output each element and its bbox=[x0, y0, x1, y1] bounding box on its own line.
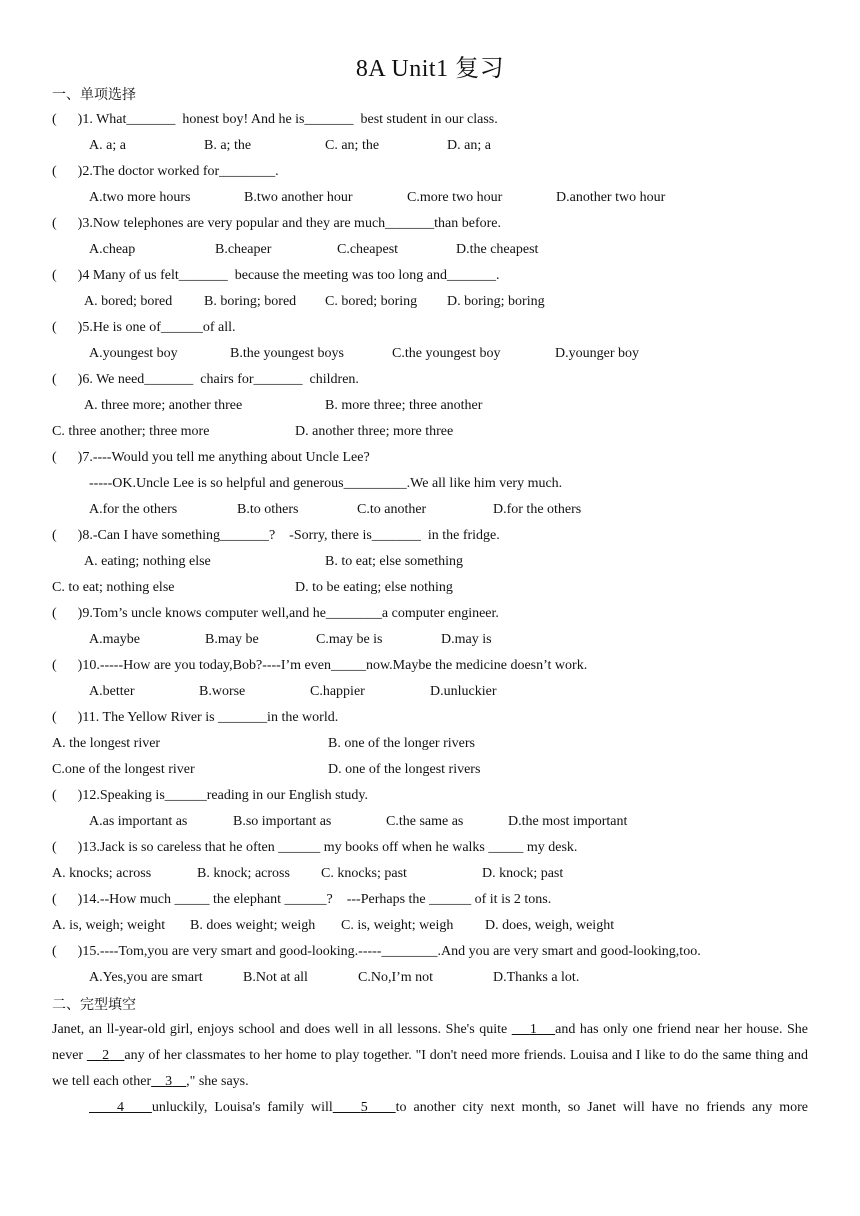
q9-option-c: C.may be is bbox=[316, 632, 383, 647]
q5-option-c: C.the youngest boy bbox=[392, 346, 501, 361]
q14-option-a: A. is, weigh; weight bbox=[52, 918, 166, 933]
question-4-stem: ( )4 Many of us felt_______ because the meeting was too long and_______. bbox=[52, 268, 500, 283]
q13-option-d: D. knock; past bbox=[482, 866, 564, 881]
q12-option-c: C.the same as bbox=[386, 814, 464, 829]
cloze-paragraph-2 bbox=[89, 1095, 808, 1121]
q2-option-d: D.another two hour bbox=[556, 190, 666, 205]
q4-option-c: C. bored; boring bbox=[325, 294, 418, 309]
q8-option-b: B. to eat; else something bbox=[325, 554, 464, 569]
q1-option-a: A. a; a bbox=[89, 138, 126, 153]
q8-option-c: C. to eat; nothing else bbox=[52, 580, 175, 595]
q5-option-d: D.younger boy bbox=[555, 346, 639, 361]
q6-option-b: B. more three; three another bbox=[325, 398, 483, 413]
question-11-stem: ( )11. The Yellow River is _______in the world. bbox=[52, 710, 339, 725]
q2-option-c: C.more two hour bbox=[407, 190, 503, 205]
cloze-text: and has only one friend near her house. She never bbox=[52, 1022, 809, 1063]
q3-option-b: B.cheaper bbox=[215, 242, 272, 257]
q6-option-a: A. three more; another three bbox=[84, 398, 243, 413]
question-7-stem: ( )7.----Would you tell me anything about Uncle Lee? bbox=[52, 450, 370, 465]
q7-option-a: A.for the others bbox=[89, 502, 178, 517]
cloze-blank-1 bbox=[512, 1022, 555, 1037]
cloze-blank-5 bbox=[333, 1100, 396, 1115]
q8-option-d: D. to be eating; else nothing bbox=[295, 580, 453, 595]
q11-option-d: D. one of the longest rivers bbox=[328, 762, 481, 777]
q6-option-d: D. another three; more three bbox=[295, 424, 454, 439]
question-12-stem: ( )12.Speaking is______reading in our English study. bbox=[52, 788, 369, 803]
q10-option-b: B.worse bbox=[199, 684, 246, 699]
cloze-text: any of her classmates to her home to play together. "I don't need more friends. Louisa and I like to do the same thing and we tell each other bbox=[52, 1048, 809, 1089]
blank-number: 1 bbox=[529, 1022, 537, 1037]
q10-option-a: A.better bbox=[89, 684, 135, 699]
question-9-stem: ( )9.Tom’s uncle knows computer well,and he________a computer engineer. bbox=[52, 606, 499, 621]
q1-option-c: C. an; the bbox=[325, 138, 380, 153]
q11-option-b: B. one of the longer rivers bbox=[328, 736, 475, 751]
q3-option-a: A.cheap bbox=[89, 242, 136, 257]
q2-option-a: A.two more hours bbox=[89, 190, 191, 205]
q15-option-d: D.Thanks a lot. bbox=[493, 970, 580, 985]
q10-option-d: D.unluckier bbox=[430, 684, 497, 699]
q7-option-b: B.to others bbox=[237, 502, 299, 517]
page-title: 8A Unit1 复习 bbox=[355, 56, 505, 82]
cloze-text: Janet, an ll-year-old girl, enjoys school and does well in all lessons. She's quite bbox=[52, 1022, 512, 1037]
q15-option-a: A.Yes,you are smart bbox=[89, 970, 203, 985]
q7-option-d: D.for the others bbox=[493, 502, 582, 517]
question-1-stem: ( )1. What_______ honest boy! And he is_______ best student in our class. bbox=[52, 112, 498, 127]
question-5-stem: ( )5.He is one of______of all. bbox=[52, 320, 236, 335]
blank-number: 5 bbox=[360, 1100, 368, 1115]
question-8-stem: ( )8.-Can I have something_______? -Sorry, there is_______ in the fridge. bbox=[52, 528, 500, 543]
q12-option-d: D.the most important bbox=[508, 814, 628, 829]
q7-option-c: C.to another bbox=[357, 502, 427, 517]
question-7-dialogue: -----OK.Uncle Lee is so helpful and generous_________.We all like him very much. bbox=[89, 476, 563, 491]
q3-option-c: C.cheapest bbox=[337, 242, 399, 257]
question-10-stem: ( )10.-----How are you today,Bob?----I’m even_____now.Maybe the medicine doesn’t work. bbox=[52, 658, 588, 673]
q1-option-d: D. an; a bbox=[447, 138, 491, 153]
cloze-text: unluckily, Louisa's family will bbox=[151, 1100, 333, 1115]
q10-option-c: C.happier bbox=[310, 684, 365, 699]
q13-option-c: C. knocks; past bbox=[321, 866, 407, 881]
q4-option-d: D. boring; boring bbox=[447, 294, 545, 309]
q3-option-d: D.the cheapest bbox=[456, 242, 539, 257]
blank-number: 3 bbox=[165, 1074, 173, 1089]
q4-option-a: A. bored; bored bbox=[84, 294, 173, 309]
blank-number: 4 bbox=[116, 1100, 124, 1115]
question-15-stem: ( )15.----Tom,you are very smart and good-looking.-----________.And you are very smart and good-looking,too. bbox=[52, 944, 701, 959]
cloze-text: to another city next month, so Janet will have no friends any more bbox=[395, 1100, 809, 1115]
question-6-stem: ( )6. We need_______ chairs for_______ children. bbox=[52, 372, 359, 387]
q14-option-d: D. does, weigh, weight bbox=[485, 918, 615, 933]
q14-option-c: C. is, weight; weigh bbox=[341, 918, 454, 933]
q5-option-a: A.youngest boy bbox=[89, 346, 178, 361]
q9-option-d: D.may is bbox=[441, 632, 492, 647]
q1-option-b: B. a; the bbox=[204, 138, 252, 153]
q13-option-a: A. knocks; across bbox=[52, 866, 152, 881]
q15-option-c: C.No,I’m not bbox=[358, 970, 434, 985]
question-2-stem: ( )2.The doctor worked for________. bbox=[52, 164, 279, 179]
q15-option-b: B.Not at all bbox=[243, 970, 308, 985]
question-3-stem: ( )3.Now telephones are very popular and they are much_______than before. bbox=[52, 216, 502, 231]
cloze-text: ," she says. bbox=[186, 1074, 249, 1089]
q13-option-b: B. knock; across bbox=[197, 866, 290, 881]
cloze-paragraph-1 bbox=[52, 1017, 808, 1095]
blank-number: 2 bbox=[102, 1048, 110, 1063]
q2-option-b: B.two another hour bbox=[244, 190, 353, 205]
question-13-stem: ( )13.Jack is so careless that he often ______ my books off when he walks _____ my desk. bbox=[52, 840, 578, 855]
section-heading-choice: 一、单项选择 bbox=[52, 88, 136, 103]
q14-option-b: B. does weight; weigh bbox=[190, 918, 316, 933]
q11-option-a: A. the longest river bbox=[52, 736, 161, 751]
cloze-blank-4 bbox=[89, 1100, 152, 1115]
cloze-blank-2 bbox=[87, 1048, 125, 1063]
q9-option-b: B.may be bbox=[205, 632, 259, 647]
q12-option-b: B.so important as bbox=[233, 814, 332, 829]
q5-option-b: B.the youngest boys bbox=[230, 346, 344, 361]
section-heading-cloze: 二、完型填空 bbox=[52, 998, 136, 1013]
cloze-blank-3 bbox=[151, 1074, 186, 1089]
q6-option-c: C. three another; three more bbox=[52, 424, 210, 439]
q8-option-a: A. eating; nothing else bbox=[84, 554, 211, 569]
q9-option-a: A.maybe bbox=[89, 632, 140, 647]
q4-option-b: B. boring; bored bbox=[204, 294, 297, 309]
question-14-stem: ( )14.--How much _____ the elephant ______? ---Perhaps the ______ of it is 2 tons. bbox=[52, 892, 552, 907]
q11-option-c: C.one of the longest river bbox=[52, 762, 195, 777]
q12-option-a: A.as important as bbox=[89, 814, 188, 829]
